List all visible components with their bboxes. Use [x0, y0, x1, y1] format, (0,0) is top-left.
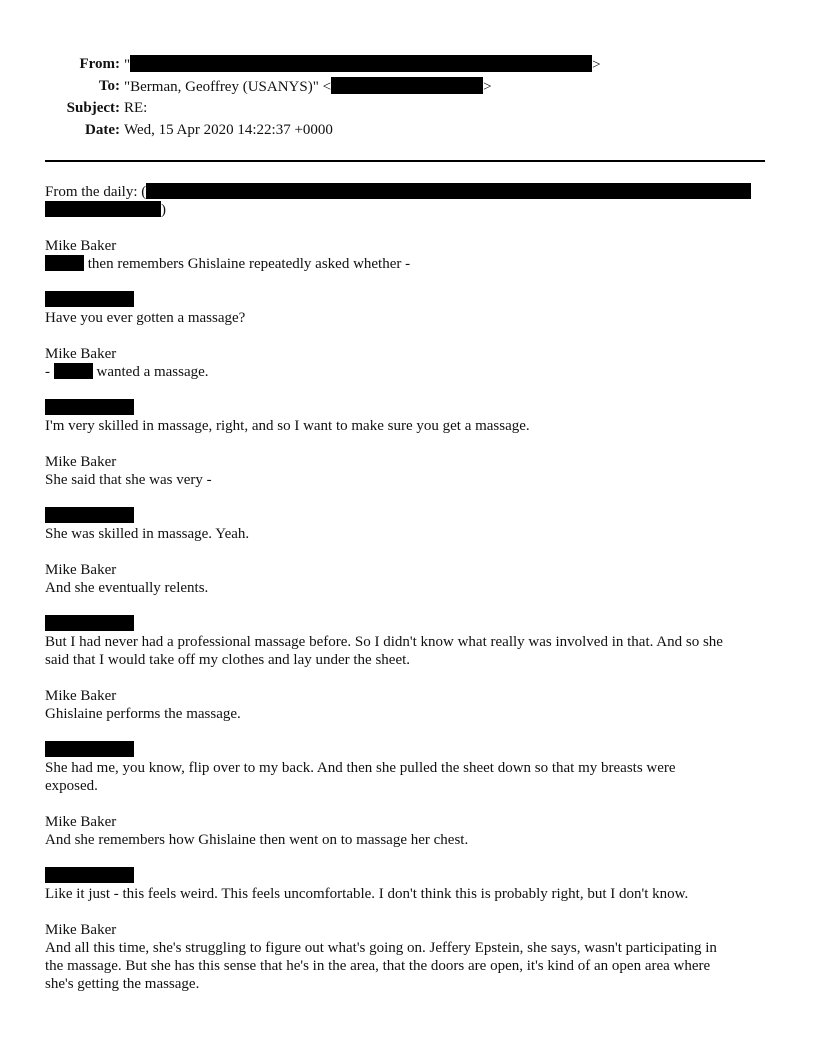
transcript-text: I'm very skilled in massage, right, and so I want to make sure you get a massage.: [45, 418, 530, 434]
header-divider: [45, 160, 765, 162]
transcript-text: Have you ever gotten a massage?: [45, 310, 246, 326]
transcript-text: And all this time, she's struggling to figure out what's going on. Jeffery Epstein, she says, wasn't participating in: [45, 940, 717, 956]
transcript-text: the massage. But she has this sense that he's in the area, that the doors are open, it's kind of an open area where: [45, 958, 711, 974]
transcript-entry: [45, 507, 773, 543]
speaker-name: Mike Baker: [45, 238, 117, 254]
transcript-entry: [45, 453, 773, 489]
speaker-name: Mike Baker: [45, 562, 117, 578]
transcript-text: But I had never had a professional massage before. So I didn't know what really was involved in that. And so she: [45, 634, 723, 650]
intro-prefix: From the daily: (: [45, 184, 147, 200]
redacted-speaker: [45, 615, 134, 631]
transcript-entry: [45, 813, 773, 849]
transcript-text: Like it just - this feels weird. This feels uncomfortable. I don't think this is probably right, but I don't know.: [45, 886, 689, 902]
speaker-name: Mike Baker: [45, 346, 117, 362]
transcript-text: then remembers Ghislaine repeatedly asked whether -: [84, 256, 411, 272]
transcript-entry: [45, 237, 773, 273]
redaction-bar: [45, 255, 84, 271]
speaker-name: Mike Baker: [45, 814, 117, 830]
transcript-text: exposed.: [45, 778, 98, 794]
transcript-entry: [45, 867, 773, 903]
to-label: To:: [98, 78, 120, 94]
email-body: [45, 183, 773, 993]
redacted-speaker: [45, 507, 134, 523]
from-value: " >: [124, 57, 601, 73]
intro-paragraph: [45, 183, 773, 219]
transcript-text: said that I would take off my clothes and lay under the sheet.: [45, 652, 411, 668]
transcript-text: she's getting the massage.: [45, 976, 200, 992]
transcript-entry: [45, 687, 773, 723]
redaction-bar: [331, 77, 483, 94]
intro-suffix: ): [161, 202, 166, 218]
transcript-entry: [45, 561, 773, 597]
transcript-text: wanted a massage.: [92, 364, 209, 380]
transcript-entry: [45, 615, 773, 669]
transcript-entry: Mike Baker - wanted a massage.: [45, 345, 773, 381]
subject-value: RE:: [124, 100, 148, 116]
transcript-text: And she eventually relents.: [45, 580, 209, 596]
transcript-text: And she remembers how Ghislaine then went on to massage her chest.: [45, 832, 469, 848]
transcript-entry: [45, 921, 773, 993]
transcript-entry: [45, 741, 773, 795]
transcript-entry: [45, 291, 773, 327]
speaker-name: Mike Baker: [45, 922, 117, 938]
redacted-speaker: [45, 291, 134, 307]
transcript-text: She was skilled in massage. Yeah.: [45, 526, 250, 542]
date-label: Date:: [85, 122, 120, 138]
to-value: "Berman, Geoffrey (USANYS)" < >: [124, 79, 492, 95]
redaction-bar: [45, 201, 161, 217]
redaction-bar: [54, 363, 93, 379]
redacted-speaker: [45, 741, 134, 757]
date-value: Wed, 15 Apr 2020 14:22:37 +0000: [124, 122, 333, 138]
subject-label: Subject:: [66, 100, 120, 116]
from-label: From:: [79, 56, 120, 72]
transcript-text: She had me, you know, flip over to my back. And then she pulled the sheet down so that my breasts were: [45, 760, 676, 776]
transcript-entry: [45, 399, 773, 435]
speaker-name: Mike Baker: [45, 454, 117, 470]
speaker-name: Mike Baker: [45, 688, 117, 704]
transcript-text: She said that she was very -: [45, 472, 212, 488]
redaction-bar: [146, 183, 751, 199]
redacted-speaker: [45, 399, 134, 415]
redaction-bar: [130, 55, 592, 72]
redacted-speaker: [45, 867, 134, 883]
transcript-text: Ghislaine performs the massage.: [45, 706, 241, 722]
